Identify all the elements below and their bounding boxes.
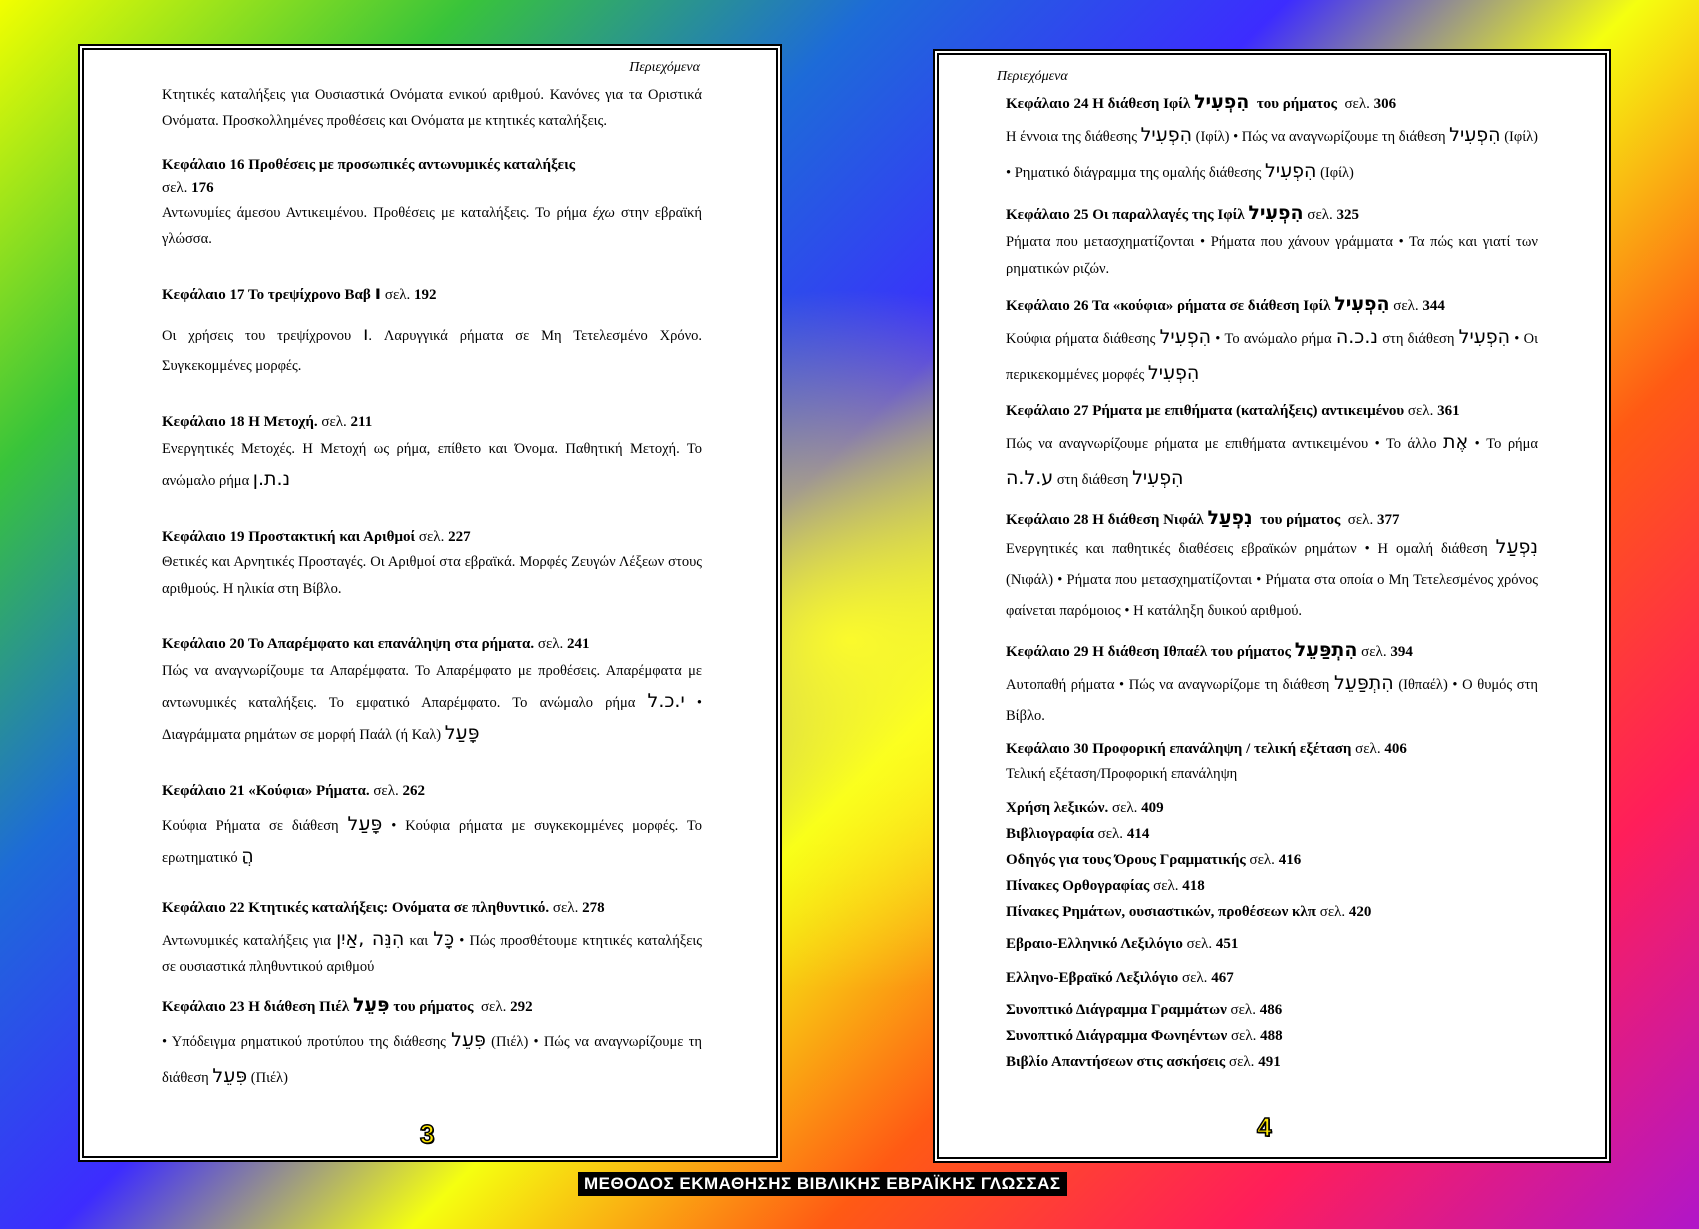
page-number: 344 [1422,298,1445,314]
chapter-title: Κεφάλαιο 25 Οι παραλλαγές της Ιφίλ [1006,207,1245,223]
page-number: 192 [414,287,437,303]
chapter-description: Ενεργητικές Μετοχές. Η Μετοχή ως ρήμα, επίθετο και Όνομα. Παθητική Μετοχή. Το ανώμαλο ρήμα נ.ת.ן [162,441,702,490]
chapter-description: Οι χρήσεις του τρεψίχρονου ו. Λαρυγγικά ρήματα σε Μη Τετελεσμένο Χρόνο. Συγκεκομμένες μορφές. [162,323,703,374]
chapter-30: Κεφάλαιο 30 Προφορική επανάληψη / τελική εξέταση σελ. 406 Τελική εξέταση/Προφορική επανάληψη [1006,738,1538,785]
chapter-description: Πώς να αναγνωρίζουμε ρήματα με επιθήματα αντικειμένου • Το άλλο אֶת • Το ρήμα ע.ל.ה στη διάθεση הִפְעִיל [1006,431,1539,489]
chapter-description: Αυτοπαθή ρήματα • Πώς να αναγνωρίζομε τη διάθεση הִתְפַּעֵל (Ιθπαέλ) • Ο θυμός στη Βίβλο. [1006,672,1539,724]
page-folio: 3 [420,1119,435,1149]
page-number: 361 [1437,403,1460,419]
chapter-description: Πώς να αναγνωρίζουμε τα Απαρέμφατα. Το Απαρέμφατο με προθέσεις. Απαρέμφατα με αντωνυμικές καταλήξεις. Το εμφατικό Απαρέμφατο. Το ανώμαλο ρήμα י.כ.ל • Διαγράμματα ρημάτων σε μορφή Παάλ (ή Καλ) פָּעַל [162,663,702,744]
chapter-title: Κεφάλαιο 22 Κτητικές καταλήξεις: Ονόματα σε πληθυντικό. [162,900,550,916]
chapter-title: Κεφάλαιο 20 Το Απαρέμφατο και επανάληψη στα ρήματα. [162,636,535,652]
appendix-entry: Πίνακες Ρημάτων, ουσιαστικών, προθέσεων κλπ σελ. 420 [1006,904,1372,920]
chapter-title: Κεφάλαιο 18 Η Μετοχή. [162,414,318,430]
chapter-title: Κεφάλαιο 21 «Κούφια» Ρήματα. [162,783,370,799]
appendix-entry: Οδηγός για τους Όρους Γραμματικής σελ. 416 [1006,852,1302,868]
chapter-16: Κεφάλαιο 16 Προθέσεις με προσωπικές αντωνυμικές καταλήξεις σελ. 176 Αντωνυμίες άμεσου Αντικειμένου. Προθέσεις με καταλήξεις. Το ρήμα έχω στην εβραϊκή γλώσσα. [162,154,702,252]
chapter-23: Κεφάλαιο 23 Η διάθεση Πιέλ פִּעֵל του ρήματος σελ. 292 • Υπόδειγμα ρηματικού προτύπου της διάθεσης פִּעֵל (Πιέλ) • Πώς να αναγνωρίζουμε τη διάθεση פִּעֵל (Πιέλ) [162,994,702,1095]
page-number: 292 [510,999,533,1015]
page-number: 278 [582,900,605,916]
chapter-18: Κεφάλαιο 18 Η Μετοχή. σελ. 211 Ενεργητικές Μετοχές. Η Μετοχή ως ρήμα, επίθετο και Όνομα. Παθητική Μετοχή. Το ανώμαλο ρήμα נ.ת.ן [162,411,702,496]
chapter-28: Κεφάλαιο 28 Η διάθεση Νιφάλ נִפְעַל του ρήματος σελ. 377 Ενεργητικές και παθητικές διαθέσεις εβραϊκών ρημάτων • Η ομαλή διάθεση נִפְעַל (Νιφάλ) • Ρήματα που μετασχηματίζονται • Ρήματα στα οποία ο Μη Τετελεσμένος χρόνος φαίνεται παρόμοιος • Η κατάληξη δυικού αριθμού. [1006,507,1538,627]
appendix-entry: Ελληνο-Εβραϊκό Λεξιλόγιο σελ. 467 [1006,970,1234,986]
chapter-title: Κεφάλαιο 24 Η διάθεση Ιφίλ [1006,96,1191,112]
appendix-entry: Χρήση λεξικών. σελ. 409 [1006,800,1164,816]
chapter-22: Κεφάλαιο 22 Κτητικές καταλήξεις: Ονόματα σε πληθυντικό. σελ. 278 Αντωνυμικές καταλήξεις για הִנֵּה ,אַיִן και כָּל • Πώς προσθέτουμε κτητικές καταλήξεις σε ουσιαστικά πληθυντικού αριθμού [162,897,702,980]
chapter-description: Θετικές και Αρνητικές Προσταγές. Οι Αριθμοί στα εβραϊκά. Μορφές Ζευγών Λέξεων στους αριθμούς. Η ηλικία στη Βίβλο. [162,554,702,597]
chapter-description: Κούφια Ρήματα σε διάθεση פָּעַל • Κούφια ρήματα με συγκεκομμένες μορφές. Το ερωτηματικό הֲ [162,813,703,867]
chapter-description: Ρήματα που μετασχηματίζονται • Ρήματα που χάνουν γράμματα • Τα πώς και γιατί των ρηματικών ριζών. [1006,234,1538,277]
chapter-title: Κεφάλαιο 27 Ρήματα με επιθήματα (καταλήξεις) αντικειμένου [1006,403,1405,419]
chapter-19: Κεφάλαιο 19 Προστακτική και Αριθμοί σελ. 227 Θετικές και Αρνητικές Προσταγές. Οι Αριθμοί στα εβραϊκά. Μορφές Ζευγών Λέξεων στους αριθμούς. Η ηλικία στη Βίβλο. [162,526,702,603]
page-folio: 4 [1257,1112,1272,1142]
toc-content [1006,91,1538,1075]
chapter-title: Κεφάλαιο 17 Το τρεψίχρονο Βαβ [162,287,371,303]
chapter-title: Κεφάλαιο 29 Η διάθεση Ιθπαέλ του ρήματος [1006,644,1291,660]
chapter-description: Ενεργητικές και παθητικές διαθέσεις εβραϊκών ρημάτων • Η ομαλή διάθεση נִפְעַל (Νιφάλ) • Ρήματα που μετασχηματίζονται • Ρήματα στα οποία ο Μη Τετελεσμένος χρόνος φαίνεται παρόμοιος • Η κατάληξη δυικού αριθμού. [1006,536,1538,619]
chapter-25: Κεφάλαιο 25 Οι παραλλαγές της Ιφίλ הִפְעִיל σελ. 325 Ρήματα που μετασχηματίζονται • Ρήματα που χάνουν γράμματα • Τα πώς και γιατί των ρηματικών ριζών. [1006,202,1538,283]
page-number: 227 [448,529,471,545]
running-header: Περιεχόμενα [629,60,700,75]
right-page [937,53,1607,1159]
appendix-entry: Συνοπτικό Διάγραμμα Φωνηέντων σελ. 488 [1006,1028,1283,1044]
intro-text: Κτητικές καταλήξεις για Ουσιαστικά Ονόματα ενικού αριθμού. Κανόνες για τα Οριστικά Ονόματα. Προσκολλημένες προθέσεις και Ονόματα με κτητικές καταλήξεις. [162,87,702,129]
appendix-entry: Βιβλιογραφία σελ. 414 [1006,826,1150,842]
book-title-banner: ΜΕΘΟΔΟΣ ΕΚΜΑΘΗΣΗΣ ΒΙΒΛΙΚΗΣ ΕΒΡΑΪΚΗΣ ΓΛΩΣΣΑΣ [578,1172,1067,1196]
page-number: 306 [1373,96,1397,112]
page-number: 262 [402,783,426,799]
appendix-entry: Πίνακες Ορθογραφίας σελ. 418 [1006,878,1205,894]
chapter-26: Κεφάλαιο 26 Τα «κούφια» ρήματα σε διάθεση Ιφίλ הִפְעִיל σελ. 344 Κούφια ρήματα διάθεσης הִפְעִיל • Το ανώμαλο ρήμα נ.כ.ה στη διάθεση הִפְעִיל • Οι περικεκομμένες μορφές הִפְעִיל [1006,293,1538,392]
appendix-entry: Εβραιο-Ελληνικό Λεξιλόγιο σελ. 451 [1006,936,1239,952]
page-number: 394 [1390,644,1413,660]
chapter-description: Η έννοια της διάθεσης הִפְעִיל (Ιφίλ) • Πώς να αναγνωρίζουμε τη διάθεση הִפְעִיל (Ιφίλ) • Ρηματικό διάγραμμα της ομαλής διάθεσης הִפְעִיל (Ιφίλ) [1006,124,1538,182]
chapter-title: Κεφάλαιο 26 Τα «κούφια» ρήματα σε διάθεση Ιφίλ [1006,298,1331,314]
chapter-29: Κεφάλαιο 29 Η διάθεση Ιθπαέλ του ρήματος הִתְפַּעֵל σελ. 394 Αυτοπαθή ρήματα • Πώς να αναγνωρίζομε τη διάθεση הִתְפַּעֵל (Ιθπαέλ) • Ο θυμός στη Βίβλο. [1006,639,1538,732]
running-header: Περιεχόμενα [997,69,1068,84]
page-number: 377 [1376,512,1400,528]
page-number: 176 [191,180,214,196]
appendix-entry: Συνοπτικό Διάγραμμα Γραμμάτων σελ. 486 [1006,1002,1283,1018]
page-number: 241 [567,636,590,652]
chapter-title: Κεφάλαιο 28 Η διάθεση Νιφάλ [1006,512,1204,528]
chapter-title: Κεφάλαιο 23 Η διάθεση Πιέλ [162,999,350,1015]
chapter-description: Τελική εξέταση/Προφορική επανάληψη [1006,766,1238,782]
chapter-17: Κεφάλαιο 17 Το τρεψίχρονο Βαβ ו σελ. 192 Οι χρήσεις του τρεψίχρονου ו. Λαρυγγικά ρήματα σε Μη Τετελεσμένο Χρόνο. Συγκεκομμένες μορφές. [162,282,702,381]
page-number: 325 [1336,207,1360,223]
chapter-21: Κεφάλαιο 21 «Κούφια» Ρήματα. σελ. 262 Κούφια Ρήματα σε διάθεση פָּעַל • Κούφια ρήματα με συγκεκομμένες μορφές. Το ερωτηματικό הֲ [162,780,702,873]
appendix-entry: Βιβλίο Απαντήσεων στις ασκήσεις σελ. 491 [1006,1054,1281,1070]
page-number: 406 [1384,741,1407,757]
chapter-24: Κεφάλαιο 24 Η διάθεση Ιφίλ הִפְעִיל του ρήματος σελ. 306 Η έννοια της διάθεσης הִפְעִיל (Ιφίλ) • Πώς να αναγνωρίζουμε τη διάθεση הִפְעִיל (Ιφίλ) • Ρηματικό διάγραμμα της ομαλής διάθεσης הִפְעִיל (Ιφίλ) [1006,91,1538,190]
chapter-description: Αντωνυμίες άμεσου Αντικειμένου. Προθέσεις με καταλήξεις. Το ρήμα έχω στην εβραϊκή γλώσσα. [162,205,702,247]
left-page [82,48,778,1158]
appendix-list [1006,795,1538,1075]
chapter-description: Κούφια ρήματα διάθεσης הִפְעִיל • Το ανώμαλο ρήμα נ.כ.ה στη διάθεση הִפְעִיל • Οι περικεκομμένες μορφές הִפְעִיל [1006,326,1538,384]
chapter-27: Κεφάλαιο 27 Ρήματα με επιθήματα (καταλήξεις) αντικειμένου σελ. 361 Πώς να αναγνωρίζουμε ρήματα με επιθήματα αντικειμένου • Το άλλο אֶת • Το ρήμα ע.ל.ה στη διάθεση הִפְעִיל [1006,400,1538,497]
chapter-description: Αντωνυμικές καταλήξεις για הִנֵּה ,אַיִן και כָּל • Πώς προσθέτουμε κτητικές καταλήξεις σε ουσιαστικά πληθυντικού αριθμού [162,928,702,975]
chapter-description: • Υπόδειγμα ρηματικού προτύπου της διάθεσης פִּעֵל (Πιέλ) • Πώς να αναγνωρίζουμε τη διάθεση פִּעֵל (Πιέλ) [162,1029,702,1087]
toc-content [162,82,702,1095]
page-number: 211 [350,414,373,430]
chapter-title: Κεφάλαιο 19 Προστακτική και Αριθμοί [162,529,416,545]
chapter-title: Κεφάλαιο 30 Προφορική επανάληψη / τελική εξέταση [1006,741,1352,757]
chapter-title: Κεφάλαιο 16 Προθέσεις με προσωπικές αντωνυμικές καταλήξεις [162,157,576,173]
chapter-20: Κεφάλαιο 20 Το Απαρέμφατο και επανάληψη στα ρήματα. σελ. 241 Πώς να αναγνωρίζουμε τα Απαρέμφατα. Το Απαρέμφατο με προθέσεις. Απαρέμφατα με αντωνυμικές καταλήξεις. Το εμφατικό Απαρέμφατο. Το ανώμαλο ρήμα י.כ.ל • Διαγράμματα ρημάτων σε μορφή Παάλ (ή Καλ) פָּעַל [162,633,702,750]
